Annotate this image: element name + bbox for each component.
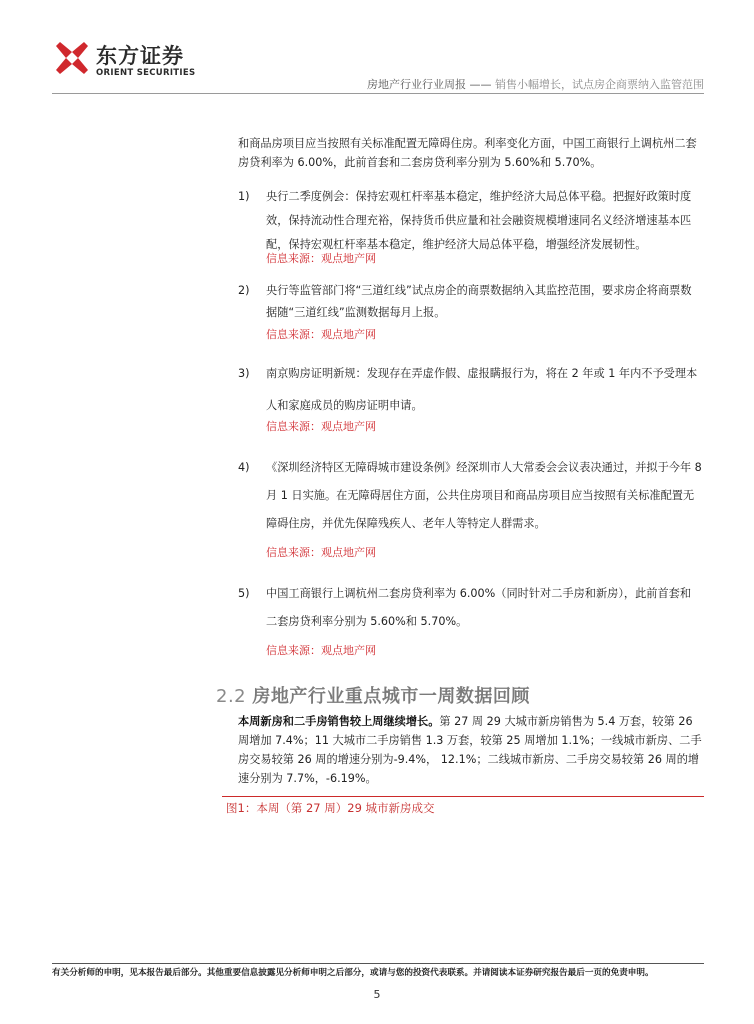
item-text: 南京购房证明新规：发现存在弄虚作假、虚报瞒报行为，将在 2 年或 1 年内不予受理本人和家庭成员的购房证明申请。: [266, 367, 698, 412]
report-title: 房地产行业行业周报: [367, 78, 466, 91]
report-subtitle: 销售小幅增长，试点房企商票纳入监管范围: [495, 78, 704, 91]
orient-logo-icon: [52, 38, 92, 78]
report-header-title: [367, 76, 704, 92]
item-source: 信息来源：观点地产网: [266, 644, 376, 657]
item-source: 信息来源：观点地产网: [266, 546, 376, 559]
item-text: 中国工商银行上调杭州二套房贷利率为 6.00%（同时针对二手房和新房），此前首套和二套房贷利率分别为 5.60%和 5.70%。: [266, 587, 692, 628]
section-title: 房地产行业重点城市一周数据回顾: [252, 686, 530, 707]
section-heading: [216, 682, 530, 708]
item-source: 信息来源：观点地产网: [266, 252, 376, 265]
section-number: 2.2: [216, 686, 247, 707]
item-number: 4): [238, 461, 250, 474]
summary-body: 第 27 周 29 大城市新房销售为 5.4 万套，较第 26 周增加 7.4%；11 大城市二手房销售 1.3 万套，较第 25 周增加 1.1%；一线城市新房、二手房交易较第 26 周的增速分别为-9.4%， 12.1%；二线城市新房、二手房交易较第 26 周的增速分别为 7.7%，-6.19%。: [238, 715, 702, 785]
figure-caption: 图1：本周（第 27 周）29 城市新房成交: [226, 801, 435, 815]
item-number: 3): [238, 367, 250, 380]
brand-name-cn: 东方证券: [96, 44, 184, 68]
figure-divider: [222, 796, 704, 797]
item-number: 1): [238, 190, 250, 203]
page-number: 5: [373, 988, 381, 1001]
intro-paragraph: 和商品房项目应当按照有关标准配置无障碍住房。利率变化方面，中国工商银行上调杭州二套房贷利率为 6.00%，此前首套和二套房贷利率分别为 5.60%和 5.70%。: [238, 137, 697, 169]
item-source: 信息来源：观点地产网: [266, 420, 376, 433]
item-text: 央行等监管部门将“三道红线”试点房企的商票数据纳入其监控范围，要求房企将商票数据随“三道红线”监测数据每月上报。: [266, 284, 692, 319]
item-text: 《深圳经济特区无障碍城市建设条例》经深圳市人大常委会会议表决通过，并拟于今年 8 月 1 日实施。在无障碍居住方面，公共住房项目和商品房项目应当按照有关标准配置无障碍住房，并优先保障残疾人、老年人等特定人群需求。: [266, 461, 702, 530]
item-number: 5): [238, 587, 250, 600]
footer-disclaimer: 有关分析师的申明，见本报告最后部分。其他重要信息披露见分析师申明之后部分，或请与您的投资代表联系。并请阅读本证券研究报告最后一页的免责申明。: [52, 968, 654, 978]
footer-divider: [52, 963, 704, 964]
summary-lead: 本周新房和二手房销售较上周继续增长。: [238, 715, 440, 728]
title-separator: ——: [466, 78, 495, 91]
header-divider: [52, 93, 704, 94]
item-text: 央行二季度例会：保持宏观杠杆率基本稳定，维护经济大局总体平稳。把握好政策时度效，保持流动性合理充裕，保持货币供应量和社会融资规模增速同名义经济增速基本匹配，保持宏观杠杆率基本稳定，维护经济大局总体平稳，增强经济发展韧性。: [266, 190, 692, 251]
item-source: 信息来源：观点地产网: [266, 328, 376, 341]
item-number: 2): [238, 284, 250, 297]
section-summary: [238, 712, 702, 788]
company-logo: [52, 38, 217, 80]
brand-name-en: ORIENT SECURITIES: [96, 68, 196, 78]
